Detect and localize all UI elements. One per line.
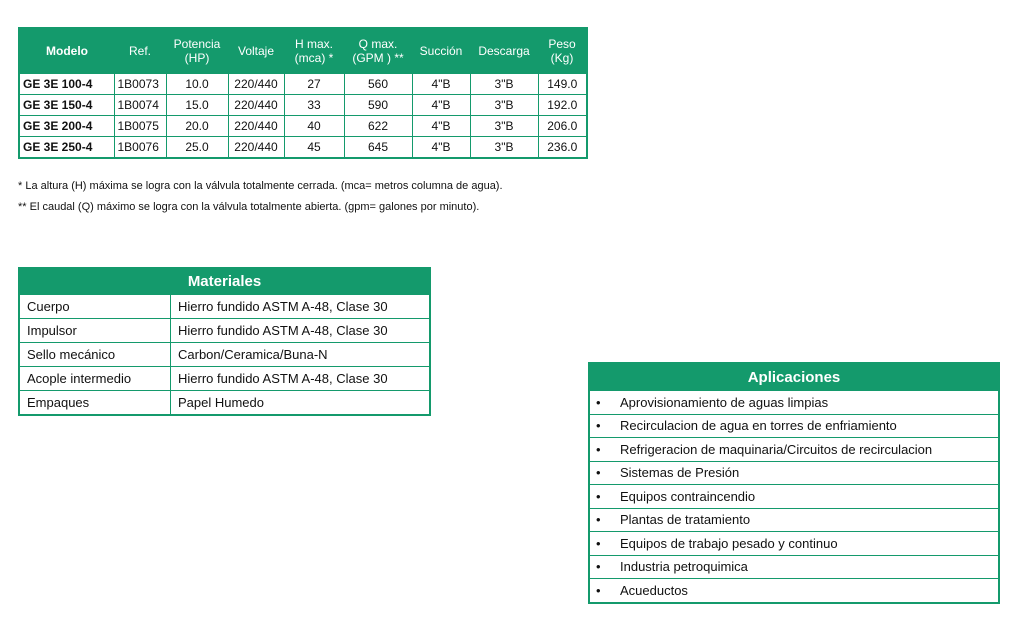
cell-hmax: 45	[284, 137, 344, 159]
cell-qmax: 590	[344, 95, 412, 116]
cell-succion: 4"B	[412, 137, 470, 159]
header-succion: Succión	[412, 28, 470, 74]
bullet-icon: •	[596, 488, 601, 504]
footnote-caudal: ** El caudal (Q) máximo se logra con la válvula totalmente abierta. (gpm= galones por minuto).	[18, 201, 480, 213]
footnote-altura: * La altura (H) máxima se logra con la válvula totalmente cerrada. (mca= metros columna de agua).	[18, 180, 503, 192]
header-modelo: Modelo	[19, 28, 114, 74]
cell-peso: 236.0	[538, 137, 587, 159]
materials-title: Materiales	[19, 268, 430, 295]
material-value: Hierro fundido ASTM A-48, Clase 30	[171, 319, 431, 343]
cell-descarga: 3"B	[470, 137, 538, 159]
cell-hmax: 40	[284, 116, 344, 137]
materials-table	[18, 267, 431, 416]
cell-modelo: GE 3E 200-4	[19, 116, 114, 137]
material-value: Papel Humedo	[171, 391, 431, 416]
application-text: Acueductos	[620, 582, 688, 598]
list-item	[589, 579, 999, 603]
specifications-table	[18, 27, 588, 159]
header-peso: Peso (Kg)	[538, 28, 587, 74]
bullet-icon: •	[596, 559, 601, 575]
cell-qmax: 560	[344, 74, 412, 95]
bullet-icon: •	[596, 535, 601, 551]
cell-descarga: 3"B	[470, 116, 538, 137]
application-text: Equipos contraincendio	[620, 488, 756, 504]
application-text: Recirculacion de agua en torres de enfriamiento	[620, 418, 897, 434]
material-label: Impulsor	[19, 319, 171, 343]
bullet-icon: •	[596, 512, 601, 528]
header-qmax: Q max. (GPM ) **	[344, 28, 412, 74]
cell-voltaje: 220/440	[228, 95, 284, 116]
list-item	[589, 555, 999, 579]
cell-potencia: 15.0	[166, 95, 228, 116]
application-text: Industria petroquimica	[620, 559, 748, 575]
table-row	[19, 116, 587, 137]
cell-descarga: 3"B	[470, 74, 538, 95]
table-row	[19, 74, 587, 95]
table-row	[19, 319, 430, 343]
header-hmax: H max. (mca) *	[284, 28, 344, 74]
cell-hmax: 27	[284, 74, 344, 95]
table-row	[19, 391, 430, 416]
cell-succion: 4"B	[412, 116, 470, 137]
cell-qmax: 645	[344, 137, 412, 159]
material-label: Cuerpo	[19, 295, 171, 319]
cell-potencia: 25.0	[166, 137, 228, 159]
material-label: Sello mecánico	[19, 343, 171, 367]
material-value: Hierro fundido ASTM A-48, Clase 30	[171, 367, 431, 391]
cell-peso: 149.0	[538, 74, 587, 95]
cell-voltaje: 220/440	[228, 116, 284, 137]
cell-potencia: 20.0	[166, 116, 228, 137]
cell-modelo: GE 3E 100-4	[19, 74, 114, 95]
applications-title: Aplicaciones	[589, 363, 999, 391]
cell-succion: 4"B	[412, 95, 470, 116]
list-item	[589, 414, 999, 438]
application-text: Sistemas de Presión	[620, 465, 740, 481]
table-row	[19, 367, 430, 391]
cell-peso: 192.0	[538, 95, 587, 116]
cell-ref: 1B0074	[114, 95, 166, 116]
table-row	[19, 95, 587, 116]
cell-potencia: 10.0	[166, 74, 228, 95]
cell-voltaje: 220/440	[228, 137, 284, 159]
cell-succion: 4"B	[412, 74, 470, 95]
cell-modelo: GE 3E 250-4	[19, 137, 114, 159]
cell-hmax: 33	[284, 95, 344, 116]
list-item	[589, 461, 999, 485]
applications-header	[589, 363, 999, 391]
spec-header-row	[19, 28, 587, 74]
application-text: Aprovisionamiento de aguas limpias	[620, 394, 829, 410]
table-row	[19, 295, 430, 319]
cell-modelo: GE 3E 150-4	[19, 95, 114, 116]
application-text: Equipos de trabajo pesado y continuo	[620, 535, 838, 551]
cell-ref: 1B0075	[114, 116, 166, 137]
cell-peso: 206.0	[538, 116, 587, 137]
bullet-icon: •	[596, 418, 601, 434]
list-item	[589, 532, 999, 556]
table-row	[19, 343, 430, 367]
applications-table	[588, 362, 1000, 604]
materials-header	[19, 268, 430, 295]
cell-ref: 1B0076	[114, 137, 166, 159]
bullet-icon: •	[596, 441, 601, 457]
header-descarga: Descarga	[470, 28, 538, 74]
header-voltaje: Voltaje	[228, 28, 284, 74]
header-potencia: Potencia (HP)	[166, 28, 228, 74]
cell-ref: 1B0073	[114, 74, 166, 95]
material-value: Carbon/Ceramica/Buna-N	[171, 343, 431, 367]
bullet-icon: •	[596, 394, 601, 410]
bullet-icon: •	[596, 582, 601, 598]
material-value: Hierro fundido ASTM A-48, Clase 30	[171, 295, 431, 319]
list-item	[589, 391, 999, 415]
list-item	[589, 485, 999, 509]
application-text: Refrigeracion de maquinaria/Circuitos de recirculacion	[620, 441, 933, 457]
header-ref: Ref.	[114, 28, 166, 74]
bullet-icon: •	[596, 465, 601, 481]
cell-voltaje: 220/440	[228, 74, 284, 95]
material-label: Acople intermedio	[19, 367, 171, 391]
table-row	[19, 137, 587, 159]
list-item	[589, 508, 999, 532]
list-item	[589, 438, 999, 462]
cell-qmax: 622	[344, 116, 412, 137]
cell-descarga: 3"B	[470, 95, 538, 116]
material-label: Empaques	[19, 391, 171, 416]
application-text: Plantas de tratamiento	[620, 512, 751, 528]
